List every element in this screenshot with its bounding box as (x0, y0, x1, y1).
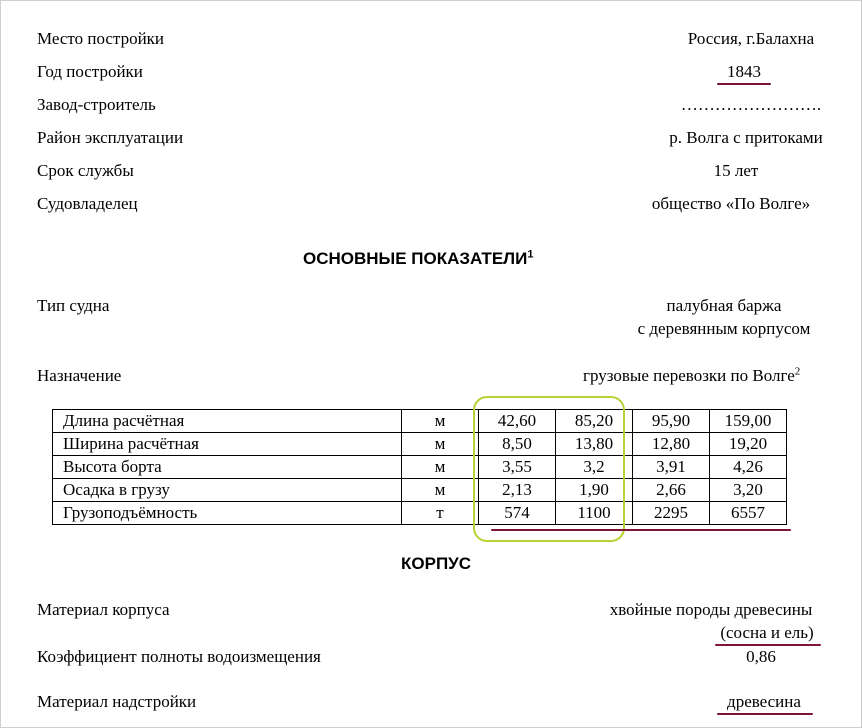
hull-material-value-line1: хвойные породы древесины (609, 600, 813, 619)
value-cell: 1100 (556, 502, 633, 525)
displacement-coefficient-label: Коэффициент полноты водоизмещения (37, 647, 321, 666)
build-place-label: Место постройки (37, 29, 165, 48)
vessel-type-label: Тип судна (37, 296, 110, 315)
build-year-underline (717, 83, 771, 85)
value-cell: 19,20 (710, 433, 787, 456)
purpose-value (583, 366, 853, 386)
capacity-underline (491, 529, 791, 531)
value-cell: 2295 (633, 502, 710, 525)
hull-material-underline (715, 644, 821, 646)
row-unit-cell: м (402, 479, 479, 502)
superstructure-material-value: древесина (727, 692, 801, 711)
owner-value: общество «По Волге» (651, 194, 811, 213)
build-year-label: Год постройки (37, 62, 143, 81)
row-name-cell: Длина расчётная (53, 410, 402, 433)
value-cell: 3,20 (710, 479, 787, 502)
operation-area-value: р. Волга с притоками (669, 128, 823, 147)
highlight-box (473, 396, 625, 542)
row-name-cell: Осадка в грузу (53, 479, 402, 502)
superstructure-underline (717, 713, 813, 715)
builder-value: ……………………. (680, 95, 822, 114)
purpose-label: Назначение (37, 366, 122, 385)
main-indicators-title: ОСНОВНЫЕ ПОКАЗАТЕЛИ (303, 249, 528, 268)
vessel-type-value-line2: с деревянным корпусом (637, 319, 811, 338)
vessel-type-value-line1: палубная баржа (666, 296, 782, 315)
purpose-footnote: 2 (794, 365, 801, 378)
hull-material-label: Материал корпуса (37, 600, 170, 619)
value-cell: 574 (479, 502, 556, 525)
value-cell: 13,80 (556, 433, 633, 456)
value-cell: 159,00 (710, 410, 787, 433)
value-cell: 3,55 (479, 456, 556, 479)
value-cell: 85,20 (556, 410, 633, 433)
hull-heading: КОРПУС (401, 554, 472, 573)
table-row (53, 410, 787, 433)
superstructure-material-label: Материал надстройки (37, 692, 197, 711)
hull-material-value-line2: (сосна и ель) (720, 623, 814, 642)
main-indicators-footnote: 1 (527, 248, 534, 261)
displacement-coefficient-value: 0,86 (746, 647, 776, 666)
value-cell: 3,2 (556, 456, 633, 479)
value-cell: 95,90 (633, 410, 710, 433)
build-year-value: 1843 (727, 62, 761, 81)
table-row (53, 479, 787, 502)
service-life-label: Срок службы (37, 161, 134, 180)
row-unit-cell: м (402, 456, 479, 479)
value-cell: 1,90 (556, 479, 633, 502)
table-row (53, 456, 787, 479)
row-name-cell: Высота борта (53, 456, 402, 479)
builder-label: Завод-строитель (37, 95, 156, 114)
operation-area-label: Район эксплуатации (37, 128, 184, 147)
value-cell: 8,50 (479, 433, 556, 456)
row-unit-cell: т (402, 502, 479, 525)
table-row (53, 502, 787, 525)
build-place-value: Россия, г.Балахна (687, 29, 815, 48)
row-unit-cell: м (402, 433, 479, 456)
table-row (53, 433, 787, 456)
main-indicators-heading (303, 249, 533, 269)
value-cell: 42,60 (479, 410, 556, 433)
purpose-value-text: грузовые перевозки по Волге (583, 366, 795, 385)
value-cell: 6557 (710, 502, 787, 525)
value-cell: 2,66 (633, 479, 710, 502)
row-name-cell: Грузоподъёмность (53, 502, 402, 525)
service-life-value: 15 лет (713, 161, 759, 180)
value-cell: 4,26 (710, 456, 787, 479)
row-unit-cell: м (402, 410, 479, 433)
owner-label: Судовладелец (37, 194, 138, 213)
value-cell: 3,91 (633, 456, 710, 479)
value-cell: 12,80 (633, 433, 710, 456)
value-cell: 2,13 (479, 479, 556, 502)
row-name-cell: Ширина расчётная (53, 433, 402, 456)
specifications-table (52, 409, 787, 525)
